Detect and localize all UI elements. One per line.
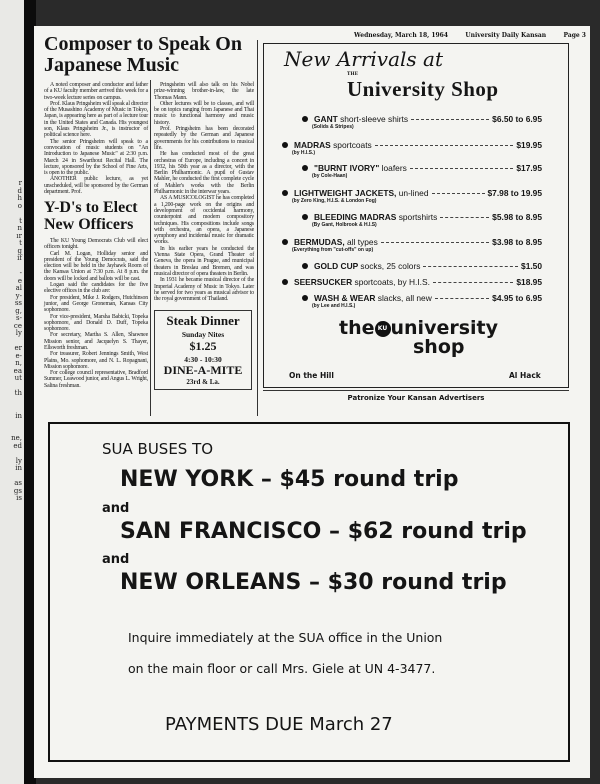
newspaper-page [34,26,590,778]
item-brand: GANT [314,114,338,124]
leader-dots [432,193,485,194]
left-column [44,82,148,389]
paragraph: For vice-president, Marsha Babicki, Topeka sophomore, and Donald D. Duff, Topeka sophomore. [44,313,148,333]
leader-dots [375,145,514,146]
patronize-banner: Patronize Your Kansan Advertisers [347,394,485,402]
masthead-date: Wednesday, March 18, 1964 [354,32,449,39]
shop-item [302,114,542,130]
logo-shop: shop [413,336,465,358]
logo-university: university [390,317,498,339]
fragment: - [19,269,22,277]
paragraph: AS A MUSICOLOGIST he has completed a 1,200-page work on the origins and development of occidental harmony, counterpoint and modern compository techniques. His compositions include songs with orchestra, an opera, a Japanese symphony and incidental music for dramatic works. [154,195,254,246]
steak-restaurant: DINE-A-MITE [163,363,243,378]
shop-item [302,212,542,228]
paragraph: Pringsheim will also talk on his Nobel prize-winning brother-in-law, the late Thomas Mann. [154,82,254,101]
previous-page-edge [0,0,24,784]
item-sub: (by Cole-Haan) [312,173,348,179]
fragment: as [14,479,22,487]
fragment: e [17,276,22,285]
logo-the: the [339,317,375,339]
bullet-icon [282,279,288,285]
item-brand: MADRAS [294,140,331,150]
shop-logo [339,319,498,357]
item-brand: "BURNT IVORY" [314,163,380,173]
item-sub: (Everything from "cut-offs" on up) [292,247,374,253]
paragraph: A noted composer and conductor and father of a KU faculty member arrived this week for a two-week lecture series on campus. [44,82,148,101]
trip-new-orleans: NEW ORLEANS – $30 round trip [120,570,507,595]
paragraph: Carl M. Logan, Holliday senior and president of the Young Democrats, said the election will be held in the Jayhawk Room of the Kansas Union at 7:30 p.m. At 8 p.m. the doors will be locked and ballots will be cast. [44,250,148,282]
and-label: and [102,501,130,516]
fragment: ed [13,441,22,450]
item-desc: loafers [381,163,407,173]
paragraph: In 1931 he became musical director of the Imperial Academy of Music in Tokyo. Later he served for two years as musical advisor to the royal government of Thailand. [154,277,254,303]
bullet-icon [282,190,288,196]
leader-dots [423,266,518,267]
steak-price: $1.25 [189,338,217,353]
payments-due: PAYMENTS DUE March 27 [165,714,393,735]
item-price: $5.98 to 8.95 [492,212,542,222]
leader-dots [410,168,514,169]
inquire-line-1: Inquire immediately at the SUA office in the Union [128,630,443,645]
article-yds-body [44,238,148,389]
paragraph: Logan said the candidates for the five elective offices in the club are: [44,282,148,295]
fragment: n, [15,359,22,367]
sua-intro: SUA BUSES TO [102,440,214,458]
masthead-paper: University Daily Kansan [465,32,547,39]
fragment: if [17,254,22,262]
inquire-line-2: on the main floor or call Mrs. Giele at UN 4-3477. [128,661,436,676]
bullet-icon [302,165,308,171]
item-name [294,277,430,287]
fragment: s- [16,314,22,322]
paragraph: The KU Young Democrats Club will elect officers tonight. [44,237,148,251]
fragment: in [15,464,22,472]
trip-san-francisco: SAN FRANCISCO – $62 round trip [120,519,527,544]
item-name [314,114,408,124]
item-price: $17.95 [516,163,542,173]
divider [263,390,569,391]
item-desc: all types [347,237,378,247]
item-brand: BLEEDING MADRAS [314,212,397,222]
item-price: $7.98 to 19.95 [487,188,542,198]
shop-heading: New Arrivals at [284,47,443,71]
item-sub: (by Zero King, H.I.S. & London Fog) [292,198,377,204]
paragraph: The senior Pringsheim will speak to a convocation of music students on "An Introduction to Japanese Music" at 2:30 p.m. March 24 in Swarthout Recital Hall. The lecture, sponsored by the School of Fine Arts, is open to the public. [44,138,148,177]
item-name [314,293,432,303]
shop-the: THE [347,72,359,77]
paragraph: For president, Mike J. Rodgers, Hutchinson junior, and George Groneman, Kansas City sophomore. [44,294,148,314]
paragraph: Prof. Pringsheim has been decorated repeatedly by the German and Japanese governments for his contributions to musical life. [154,126,254,151]
column-rule [257,40,258,416]
shop-item [302,293,542,309]
item-name [294,140,372,150]
item-desc: un-lined [398,188,429,198]
paragraph: Prof. Klaus Pringsheim will speak al director of the Musashino Academy of Music in Tokyo, Japan, is appearing here as part of a lecture tour in the United States and Canada. His youngest son, Klaus Pringsheim Jr., is instructor of political science here. [44,100,148,139]
item-price: $18.95 [516,277,542,287]
shop-name: University Shop [347,77,499,101]
fragment: gs [13,486,22,495]
paragraph: In his earlier years he conducted the Vienna State Opera, Grand Theater of Geneva, the opera in Prague, and municipal theaters in Breslau and Bremen, and was musical director of opera theaters in Berlin. [154,245,254,277]
shop-item [302,163,542,179]
paragraph: ANOTHER public lecture, as yet unscheduled, will be sponsored by the German department. Prof. [44,176,148,196]
fragment: ly [15,329,22,337]
article-composer-col1 [44,82,148,195]
item-sub: (Solids & Stripes) [312,124,354,130]
item-brand: SEERSUCKER [294,277,353,287]
item-name [314,163,407,173]
shop-item [282,140,542,156]
item-price: $3.98 to 8.95 [492,237,542,247]
leader-dots [435,298,489,299]
fragment: t [19,239,22,247]
article-composer-col2 [154,82,254,302]
shop-item [282,277,542,287]
paragraph: For secretary, Martha S. Allen, Shawnee Mission senior, and Jacquelyn S. Thayer, Ellsworth freshman. [44,332,148,351]
paragraph: Other lectures will be to classes, and will be on topics ranging from Japanese and Thai music to functional harmony and music history. [154,100,254,126]
item-name [294,237,378,247]
item-desc: sportshirts [398,212,438,222]
item-brand: WASH & WEAR [314,293,376,303]
sua-bus-ad [48,422,570,762]
shop-location: On the Hill [289,371,334,380]
column-rule [150,80,151,416]
leader-dots [440,217,489,218]
fragment: ır [16,231,22,240]
fragment: al [15,284,22,292]
fragment: ce [13,321,22,330]
fragment: in [15,411,22,420]
item-brand: LIGHTWEIGHT JACKETS, [294,188,397,198]
fragment: n [17,224,22,232]
item-desc: short-sleeve shirts [340,114,409,124]
item-desc: slacks, all new [377,293,432,303]
fragment: e- [15,351,22,360]
fragment: ut [14,374,22,382]
fragment: ly [15,456,22,465]
fragment: th [14,389,22,397]
paragraph: He has conducted most of the great orchestras of Europe, including a concert in 1932, his 50th year as a director, with the Berlin Philharmonic. A pupil of Gustav Mahler, he conducted the first complete cycle of Mahler's works with the Berlin Philharmonic in the interwar years. [154,151,254,196]
item-brand: GOLD CUP [314,261,359,271]
bullet-icon [302,263,308,269]
masthead [354,32,586,39]
university-shop-ad [263,43,569,388]
item-name [314,212,437,222]
leader-dots [433,282,513,283]
bullet-icon [302,214,308,220]
item-desc: sportcoats, by H.I.S. [354,277,430,287]
bullet-icon [302,116,308,122]
item-sub: (By Gant, Holbrook & H.I.S) [312,222,377,228]
item-desc: socks, 25 colors [360,261,421,271]
steak-dinner-ad [154,310,252,390]
fragment: is [16,494,22,502]
item-price: $19.95 [516,140,542,150]
steak-address: 23rd & La. [186,378,220,387]
shop-item [282,188,542,204]
fragment: y- [15,291,22,300]
paragraph: For college council representative, Bradford Sumner, Leawood junior, and Angus L. Wright, Salina freshman. [44,370,148,389]
item-price: $6.50 to 6.95 [492,114,542,124]
jayhawk-mascot-icon: KU [375,321,391,337]
steak-days: Sunday Nites [181,330,225,340]
fragment: r [18,179,22,187]
item-sub: (by Lee and H.I.S.) [312,303,356,309]
fragment: o [17,201,22,210]
shop-item [282,237,542,253]
middle-column [154,82,254,390]
and-label: and [102,552,130,567]
bullet-icon [302,295,308,301]
fragment: t [19,216,22,225]
fragment: g [17,246,22,255]
trip-new-york: NEW YORK – $45 round trip [120,467,459,492]
fragment: ss [14,299,22,307]
item-brand: BERMUDAS, [294,237,345,247]
fragment: h [17,194,22,202]
fragment: er [14,344,22,352]
bullet-icon [282,142,288,148]
item-price: $1.50 [521,261,542,271]
item-price: $4.95 to 6.95 [492,293,542,303]
item-name [314,261,420,271]
item-name [294,188,429,198]
bullet-icon [282,239,288,245]
fragment: g, [15,306,22,315]
fragment: ne, [11,434,22,442]
leader-dots [411,119,489,120]
leader-dots [381,242,489,243]
shop-item [302,261,542,271]
article-headline-composer: Composer to Speak On Japanese Music [44,33,242,76]
masthead-page: Page 3 [563,32,586,39]
steak-hours: 4:30 - 10:30 [184,354,222,364]
fragment: ea [13,366,22,375]
article-headline-yds: Y-D's to Elect New Officers [44,199,138,234]
shop-owner: Al Hack [509,371,541,380]
item-desc: sportcoats [333,140,372,150]
paragraph: For treasurer, Robert Jennings Smith, West Plains, Mo. sophomore, and N. L. Ropagnani, Mission sophomore. [44,351,148,370]
fragment: d [17,186,22,195]
steak-title: Steak Dinner [166,313,240,329]
item-sub: (by H.I.S.) [292,150,316,156]
